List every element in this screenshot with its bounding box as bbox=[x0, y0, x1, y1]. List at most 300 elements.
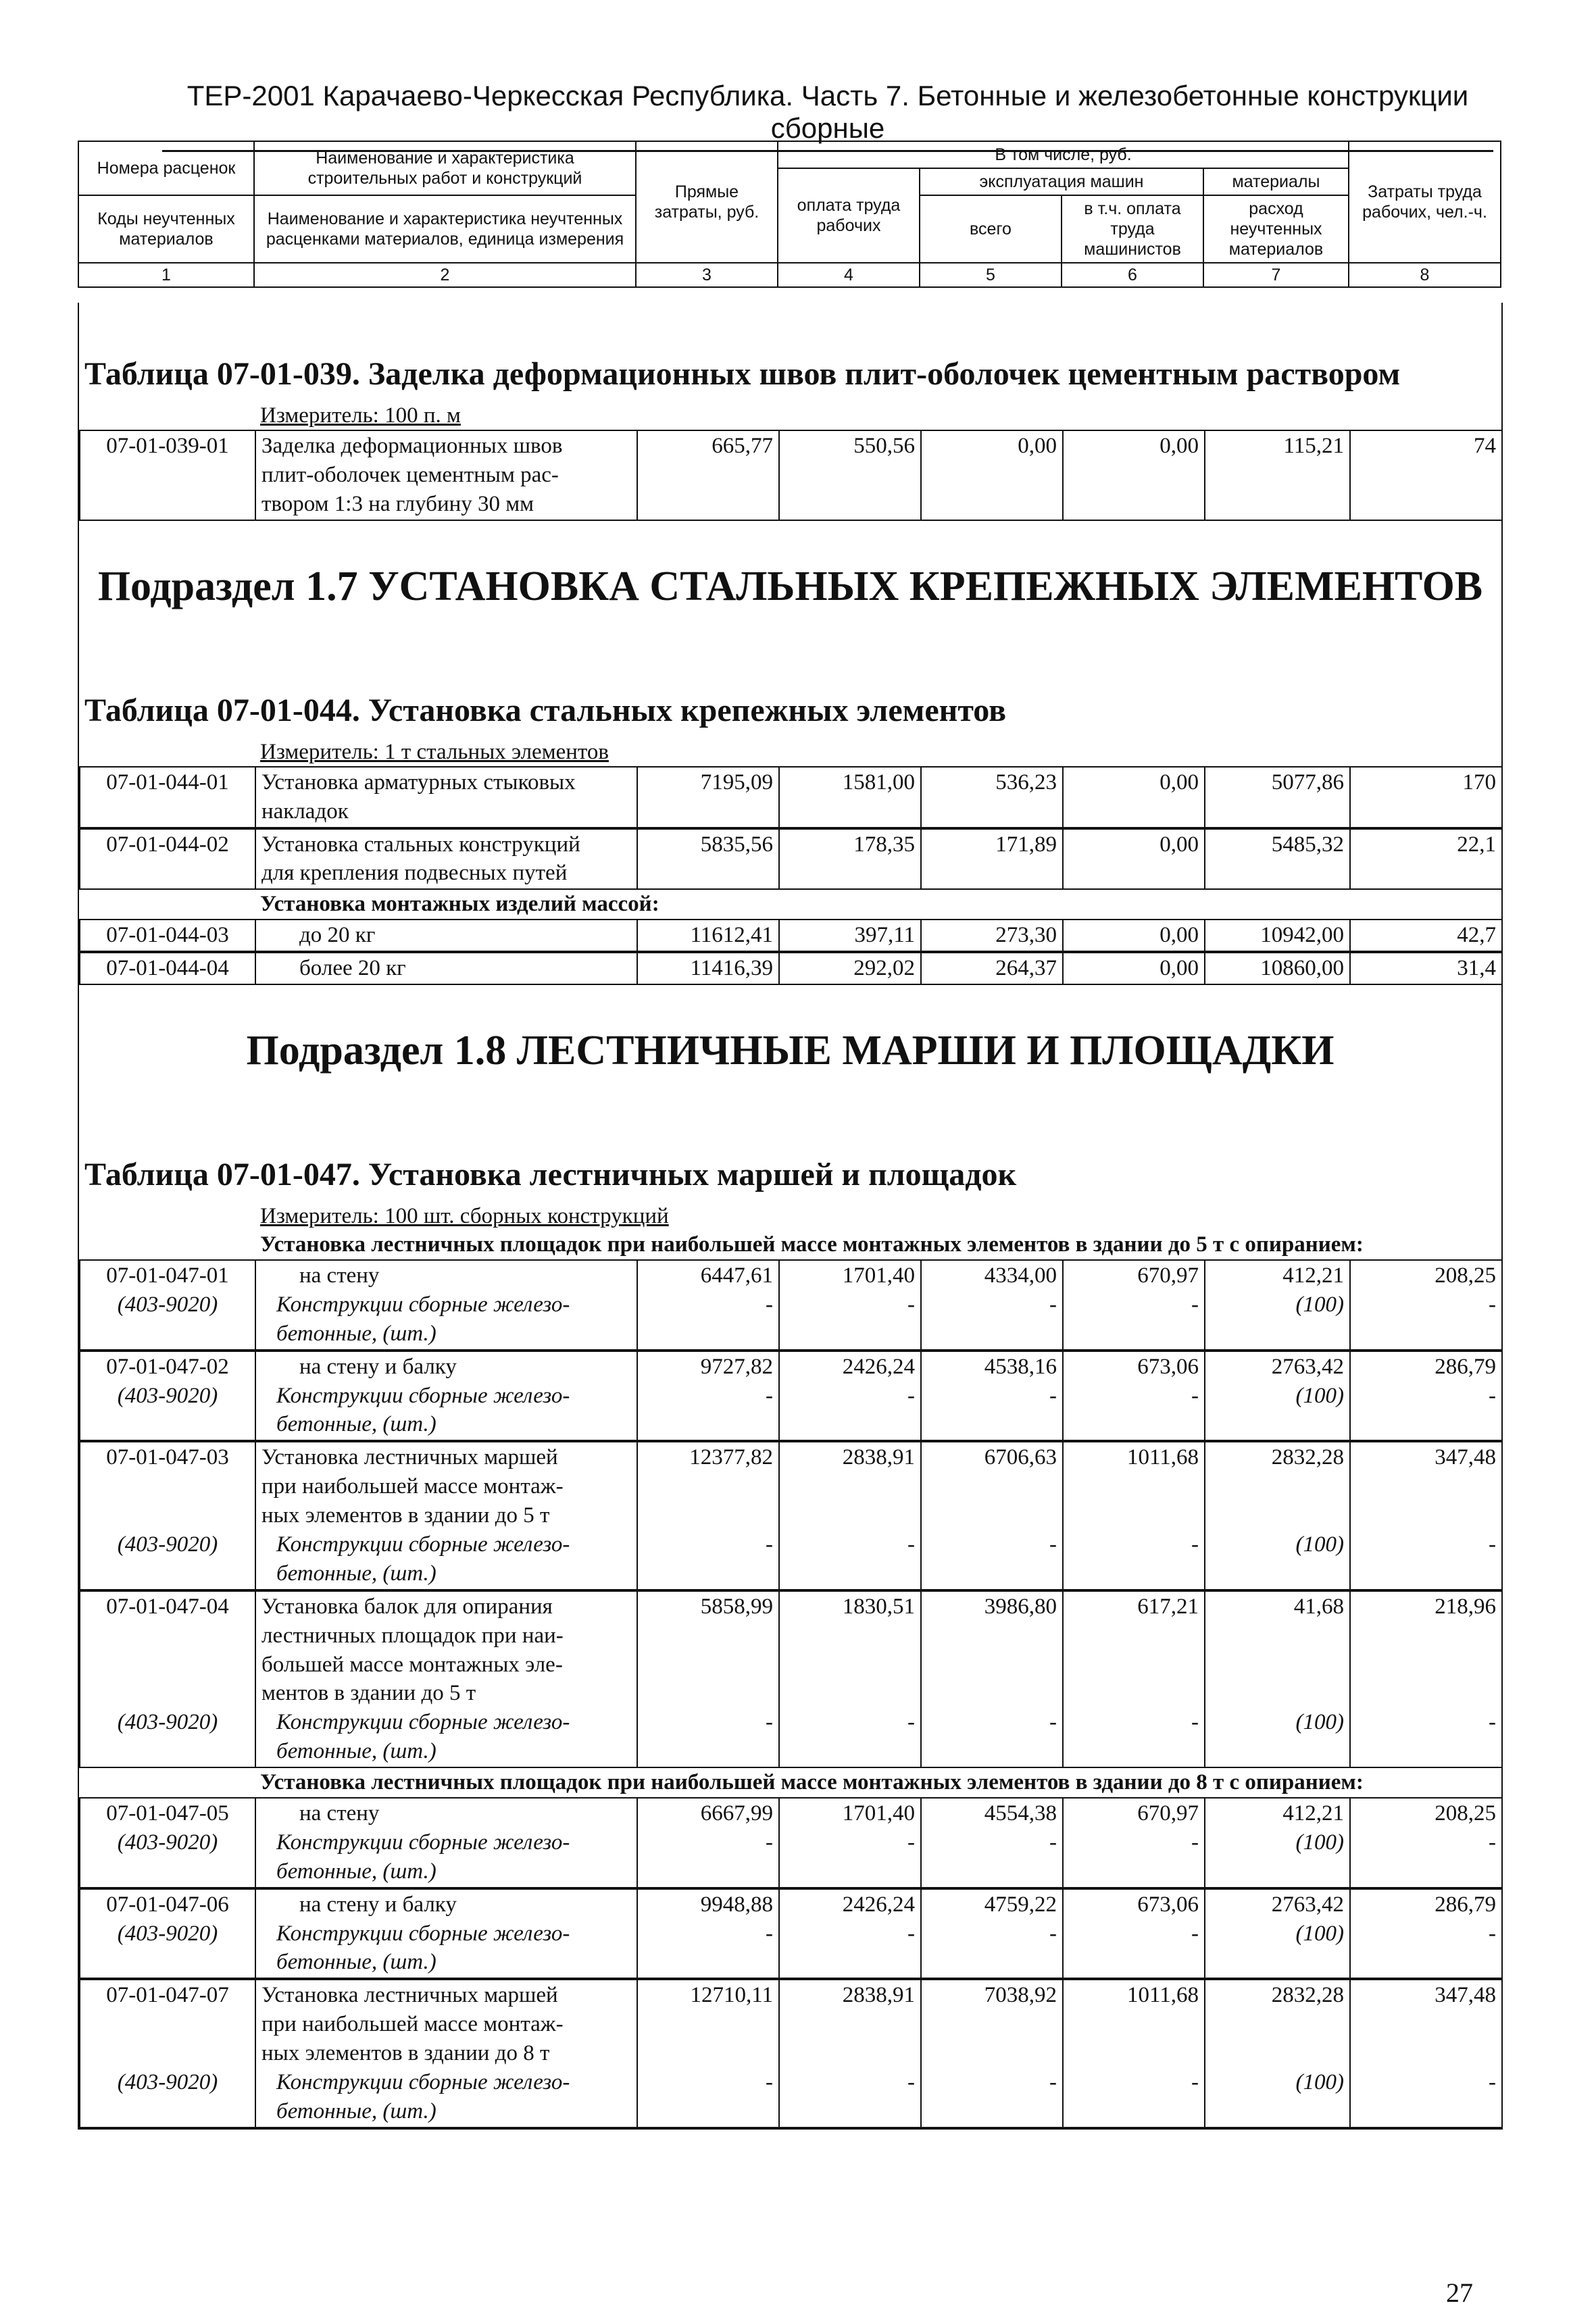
material-material-consumption-value: (100) bbox=[1295, 2069, 1344, 2094]
material-consumption-value: 2763,42 bbox=[1271, 1892, 1344, 1917]
material-code: (403-9020) bbox=[117, 1532, 218, 1557]
rate-code-cell bbox=[80, 1889, 255, 1979]
material-operator-wages-value: - bbox=[1191, 1292, 1199, 1317]
rate-name-cell bbox=[255, 953, 637, 984]
rate-name-cell bbox=[255, 920, 637, 951]
rate-code-cell bbox=[80, 1442, 255, 1589]
rate-code-cell bbox=[80, 1980, 255, 2127]
direct-costs-cell bbox=[637, 430, 779, 520]
table-row bbox=[80, 1260, 1502, 1350]
header-including: В том числе, руб. bbox=[778, 141, 1349, 168]
material-name bbox=[261, 1828, 631, 1886]
rate-name-line: до 20 кг bbox=[299, 923, 376, 948]
material-machines-total-value: - bbox=[1049, 1383, 1057, 1408]
material-consumption-value: 10860,00 bbox=[1260, 956, 1344, 981]
material-direct-costs-value: - bbox=[766, 2069, 773, 2094]
rate-code-cell bbox=[80, 953, 255, 984]
material-consumption-cell bbox=[1205, 1260, 1350, 1350]
rate-name bbox=[261, 1353, 631, 1382]
operator-wages-value: 673,06 bbox=[1137, 1354, 1199, 1379]
column-header-table bbox=[78, 141, 1501, 288]
labor-costs-cell bbox=[1350, 1591, 1502, 1767]
material-direct-costs-value: - bbox=[766, 1292, 773, 1317]
material-consumption-cell bbox=[1205, 767, 1350, 828]
material-consumption-cell bbox=[1205, 1980, 1350, 2127]
rate-name-line: накладок bbox=[261, 799, 349, 824]
rate-name-line: на стену и балку bbox=[299, 1892, 457, 1917]
rate-code-cell bbox=[80, 1351, 255, 1441]
material-name-line: Конструкции сборные железо- bbox=[276, 2069, 570, 2094]
operator-wages-cell bbox=[1063, 829, 1205, 890]
operator-wages-cell bbox=[1063, 920, 1205, 951]
direct-costs-value: 6667,99 bbox=[700, 1801, 773, 1826]
material-direct-costs-value: - bbox=[766, 1921, 773, 1946]
wages-value: 1701,40 bbox=[842, 1801, 915, 1826]
material-material-consumption-value: (100) bbox=[1295, 1921, 1344, 1946]
machines-total-value: 4554,38 bbox=[984, 1801, 1057, 1826]
column-number: 8 bbox=[1349, 263, 1501, 287]
material-operator-wages-value: - bbox=[1191, 2069, 1199, 2094]
rate-code: 07-01-039-01 bbox=[106, 434, 229, 459]
table-row bbox=[80, 1798, 1502, 1888]
material-name-line: Конструкции сборные железо- bbox=[276, 1921, 570, 1946]
material-wages-value: - bbox=[907, 1292, 915, 1317]
operator-wages-value: 673,06 bbox=[1137, 1892, 1199, 1917]
header-wages: оплата труда рабочих bbox=[778, 168, 920, 263]
material-labor-costs-value: - bbox=[1489, 1532, 1496, 1557]
direct-costs-cell bbox=[637, 953, 779, 984]
material-direct-costs-value: - bbox=[766, 1710, 773, 1735]
table-row bbox=[80, 1442, 1502, 1589]
rate-name-cell bbox=[255, 829, 637, 890]
rate-name bbox=[261, 1890, 631, 1919]
rate-name-line: более 20 кг bbox=[299, 956, 406, 981]
material-machines-total-value: - bbox=[1049, 2069, 1057, 2094]
material-material-consumption-value: (100) bbox=[1295, 1532, 1344, 1557]
material-consumption-value: 10942,00 bbox=[1260, 923, 1344, 948]
material-consumption-value: 115,21 bbox=[1283, 434, 1344, 459]
material-operator-wages-value: - bbox=[1191, 1710, 1199, 1735]
labor-costs-cell bbox=[1350, 430, 1502, 520]
wages-cell bbox=[779, 1980, 921, 2127]
direct-costs-value: 12377,82 bbox=[689, 1445, 773, 1470]
material-name-line: бетонные, (шт.) bbox=[276, 1859, 437, 1884]
rate-name-line: ных элементов в здании до 8 т bbox=[261, 2041, 550, 2066]
wages-value: 550,56 bbox=[853, 434, 915, 459]
rate-code: 07-01-044-01 bbox=[106, 770, 229, 795]
material-consumption-cell bbox=[1205, 920, 1350, 951]
column-number: 2 bbox=[254, 263, 636, 287]
rate-name-line: для крепления подвесных путей bbox=[261, 861, 568, 886]
operator-wages-value: 0,00 bbox=[1159, 923, 1199, 948]
rate-code: 07-01-044-02 bbox=[106, 832, 229, 857]
wages-value: 397,11 bbox=[854, 923, 915, 948]
material-consumption-value: 5077,86 bbox=[1271, 770, 1344, 795]
material-name bbox=[261, 1382, 631, 1440]
wages-cell bbox=[779, 1260, 921, 1350]
header-work-name: Наименование и характеристика строительных работ и конструкций bbox=[254, 141, 636, 195]
rate-row-table bbox=[79, 1590, 1503, 1768]
rate-row-table bbox=[79, 952, 1503, 985]
rate-code: 07-01-047-01 bbox=[106, 1263, 229, 1288]
operator-wages-value: 1011,68 bbox=[1126, 1983, 1199, 2008]
rate-name-line: Установка арматурных стыковых bbox=[261, 770, 576, 795]
material-direct-costs-value: - bbox=[766, 1532, 773, 1557]
wages-value: 2838,91 bbox=[842, 1445, 915, 1470]
material-code: (403-9020) bbox=[117, 1921, 218, 1946]
table-row bbox=[80, 1591, 1502, 1767]
material-wages-value: - bbox=[907, 1921, 915, 1946]
machines-total-value: 6706,63 bbox=[984, 1445, 1057, 1470]
material-name-line: бетонные, (шт.) bbox=[276, 1321, 437, 1346]
labor-costs-value: 22,1 bbox=[1457, 832, 1496, 857]
wages-value: 1701,40 bbox=[842, 1263, 915, 1288]
material-material-consumption-value: (100) bbox=[1295, 1710, 1344, 1735]
material-labor-costs-value: - bbox=[1489, 1921, 1496, 1946]
rate-code-cell bbox=[80, 920, 255, 951]
material-consumption-value: 2763,42 bbox=[1271, 1354, 1344, 1379]
column-number: 7 bbox=[1203, 263, 1349, 287]
rate-code: 07-01-044-03 bbox=[106, 923, 229, 948]
column-number: 3 bbox=[636, 263, 778, 287]
material-name-line: бетонные, (шт.) bbox=[276, 2098, 437, 2123]
material-labor-costs-value: - bbox=[1489, 1710, 1496, 1735]
direct-costs-cell bbox=[637, 1591, 779, 1767]
rate-name-line: на стену bbox=[299, 1263, 380, 1288]
direct-costs-cell bbox=[637, 1798, 779, 1888]
wages-cell bbox=[779, 1798, 921, 1888]
material-consumption-cell bbox=[1205, 1798, 1350, 1888]
rate-name-cell bbox=[255, 1980, 637, 2127]
rate-name bbox=[261, 1592, 631, 1709]
rate-row-table bbox=[79, 828, 1503, 890]
operator-wages-value: 0,00 bbox=[1159, 434, 1199, 459]
table-row bbox=[80, 829, 1502, 890]
rate-row-table bbox=[79, 1979, 1503, 2128]
operator-wages-value: 0,00 bbox=[1159, 832, 1199, 857]
table-row bbox=[80, 1980, 1502, 2127]
rate-code-cell bbox=[80, 829, 255, 890]
section-title: Подраздел 1.7 УСТАНОВКА СТАЛЬНЫХ КРЕПЕЖНЫХ ЭЛЕМЕНТОВ bbox=[97, 563, 1483, 609]
table-row bbox=[80, 953, 1502, 984]
wages-value: 178,35 bbox=[853, 832, 915, 857]
material-wages-value: - bbox=[907, 1710, 915, 1735]
rate-code: 07-01-044-04 bbox=[106, 956, 229, 981]
page-number: 27 bbox=[1446, 2278, 1473, 2308]
table-row bbox=[80, 430, 1502, 520]
machines-total-cell bbox=[921, 1889, 1063, 1979]
wages-cell bbox=[779, 1351, 921, 1441]
measure-unit-text: Измеритель: 1 т стальных элементов bbox=[260, 739, 609, 764]
header-material-codes: Коды неучтенных материалов bbox=[78, 195, 254, 263]
rate-name-line: при наибольшей массе монтаж- bbox=[261, 2012, 564, 2037]
labor-costs-cell bbox=[1350, 1351, 1502, 1441]
machines-total-value: 273,30 bbox=[995, 923, 1057, 948]
material-consumption-cell bbox=[1205, 1591, 1350, 1767]
measure-unit bbox=[79, 738, 1501, 766]
column-number: 4 bbox=[778, 263, 920, 287]
header-operator-wages: в т.ч. оплата труда машинистов bbox=[1062, 195, 1203, 263]
rate-row-table bbox=[79, 766, 1503, 828]
labor-costs-value: 170 bbox=[1462, 770, 1496, 795]
rate-name-cell bbox=[255, 1889, 637, 1979]
material-name-line: бетонные, (шт.) bbox=[276, 1950, 437, 1975]
group-heading: Установка лестничных площадок при наибольшей массе монтажных элементов в здании до 5 т с опиранием: bbox=[260, 1232, 1364, 1257]
rate-name-line: ментов в здании до 5 т bbox=[261, 1681, 476, 1706]
wages-cell bbox=[779, 1442, 921, 1589]
operator-wages-value: 670,97 bbox=[1137, 1263, 1199, 1288]
material-name bbox=[261, 1530, 631, 1588]
rate-code: 07-01-047-06 bbox=[106, 1892, 229, 1917]
running-head: ТЕР-2001 Карачаево-Черкесская Республика. Часть 7. Бетонные и железобетонные конструкции сборные bbox=[162, 80, 1493, 152]
rate-code: 07-01-047-02 bbox=[106, 1354, 229, 1379]
rate-code: 07-01-047-05 bbox=[106, 1801, 229, 1826]
material-wages-value: - bbox=[907, 1830, 915, 1855]
machines-total-value: 3986,80 bbox=[984, 1594, 1057, 1619]
rate-name-cell bbox=[255, 1260, 637, 1350]
direct-costs-value: 9727,82 bbox=[700, 1354, 773, 1379]
labor-costs-value: 208,25 bbox=[1435, 1263, 1496, 1288]
machines-total-cell bbox=[921, 1798, 1063, 1888]
operator-wages-value: 1011,68 bbox=[1126, 1445, 1199, 1470]
machines-total-value: 4759,22 bbox=[984, 1892, 1057, 1917]
machines-total-cell bbox=[921, 1351, 1063, 1441]
labor-costs-value: 347,48 bbox=[1435, 1983, 1496, 2008]
measure-unit bbox=[79, 402, 1501, 430]
material-direct-costs-value: - bbox=[766, 1830, 773, 1855]
machines-total-value: 171,89 bbox=[995, 832, 1057, 857]
material-name bbox=[261, 2068, 631, 2126]
machines-total-cell bbox=[921, 430, 1063, 520]
machines-total-value: 4334,00 bbox=[984, 1263, 1057, 1288]
operator-wages-cell bbox=[1063, 767, 1205, 828]
labor-costs-value: 74 bbox=[1474, 434, 1496, 459]
machines-total-cell bbox=[921, 920, 1063, 951]
material-name-line: Конструкции сборные железо- bbox=[276, 1830, 570, 1855]
header-machines-total: всего bbox=[920, 195, 1062, 263]
direct-costs-value: 11612,41 bbox=[690, 923, 773, 948]
material-consumption-cell bbox=[1205, 829, 1350, 890]
wages-cell bbox=[779, 430, 921, 520]
rate-name-line: на стену и балку bbox=[299, 1354, 457, 1379]
wages-cell bbox=[779, 829, 921, 890]
header-machines: эксплуатация машин bbox=[920, 168, 1203, 195]
wages-value: 1581,00 bbox=[842, 770, 915, 795]
rate-name bbox=[261, 921, 631, 950]
table-row bbox=[80, 1351, 1502, 1441]
labor-costs-cell bbox=[1350, 1798, 1502, 1888]
wages-value: 1830,51 bbox=[842, 1594, 915, 1619]
material-name-line: Конструкции сборные железо- bbox=[276, 1383, 570, 1408]
labor-costs-cell bbox=[1350, 767, 1502, 828]
operator-wages-cell bbox=[1063, 1591, 1205, 1767]
column-number: 6 bbox=[1062, 263, 1203, 287]
direct-costs-cell bbox=[637, 1889, 779, 1979]
rate-row-table bbox=[79, 1441, 1503, 1590]
material-consumption-value: 2832,28 bbox=[1271, 1445, 1344, 1470]
labor-costs-value: 218,96 bbox=[1435, 1594, 1496, 1619]
machines-total-cell bbox=[921, 1442, 1063, 1589]
header-material-name: Наименование и характеристика неучтенных расценками материалов, единица измерения bbox=[254, 195, 636, 263]
column-number: 1 bbox=[78, 263, 254, 287]
rate-code-cell bbox=[80, 767, 255, 828]
rate-name-cell bbox=[255, 1798, 637, 1888]
wages-value: 2426,24 bbox=[842, 1354, 915, 1379]
operator-wages-cell bbox=[1063, 1442, 1205, 1589]
table-row bbox=[80, 1889, 1502, 1979]
rate-name-line: Установка стальных конструкций bbox=[261, 832, 580, 857]
rate-code: 07-01-047-07 bbox=[106, 1983, 229, 2008]
machines-total-value: 7038,92 bbox=[984, 1983, 1057, 2008]
rate-name-cell bbox=[255, 1591, 637, 1767]
material-machines-total-value: - bbox=[1049, 1292, 1057, 1317]
material-machines-total-value: - bbox=[1049, 1830, 1057, 1855]
labor-costs-value: 286,79 bbox=[1435, 1354, 1496, 1379]
table-row bbox=[80, 767, 1502, 828]
header-labor-costs: Затраты труда рабочих, чел.-ч. bbox=[1349, 141, 1501, 263]
machines-total-value: 4538,16 bbox=[984, 1354, 1057, 1379]
operator-wages-cell bbox=[1063, 430, 1205, 520]
direct-costs-cell bbox=[637, 1980, 779, 2127]
column-numbers-row bbox=[78, 263, 1501, 287]
labor-costs-cell bbox=[1350, 1442, 1502, 1589]
direct-costs-cell bbox=[637, 1442, 779, 1589]
direct-costs-value: 12710,11 bbox=[690, 1983, 773, 2008]
material-consumption-cell bbox=[1205, 1442, 1350, 1589]
operator-wages-cell bbox=[1063, 1260, 1205, 1350]
direct-costs-value: 6447,61 bbox=[700, 1263, 773, 1288]
operator-wages-value: 0,00 bbox=[1159, 770, 1199, 795]
material-name-line: Конструкции сборные железо- bbox=[276, 1292, 570, 1317]
material-code: (403-9020) bbox=[117, 1292, 218, 1317]
material-consumption-cell bbox=[1205, 1889, 1350, 1979]
material-code: (403-9020) bbox=[117, 1383, 218, 1408]
rate-name bbox=[261, 1443, 631, 1530]
wages-value: 2838,91 bbox=[842, 1983, 915, 2008]
rate-name-line: ных элементов в здании до 5 т bbox=[261, 1503, 550, 1528]
material-labor-costs-value: - bbox=[1489, 1292, 1496, 1317]
labor-costs-value: 286,79 bbox=[1435, 1892, 1496, 1917]
rate-name-line: твором 1:3 на глубину 30 мм bbox=[261, 491, 534, 516]
labor-costs-cell bbox=[1350, 920, 1502, 951]
group-heading: Установка монтажных изделий массой: bbox=[260, 892, 659, 917]
machines-total-cell bbox=[921, 953, 1063, 984]
material-direct-costs-value: - bbox=[766, 1383, 773, 1408]
machines-total-value: 264,37 bbox=[995, 956, 1057, 981]
material-name bbox=[261, 1919, 631, 1978]
material-consumption-cell bbox=[1205, 1351, 1350, 1441]
material-operator-wages-value: - bbox=[1191, 1532, 1199, 1557]
rate-name-line: Установка лестничных маршей bbox=[261, 1445, 558, 1470]
material-machines-total-value: - bbox=[1049, 1532, 1057, 1557]
rates-body bbox=[78, 303, 1503, 2130]
rate-code-cell bbox=[80, 1798, 255, 1888]
wages-value: 2426,24 bbox=[842, 1892, 915, 1917]
direct-costs-cell bbox=[637, 767, 779, 828]
material-labor-costs-value: - bbox=[1489, 2069, 1496, 2094]
rate-name-cell bbox=[255, 1442, 637, 1589]
rate-row-table bbox=[79, 1351, 1503, 1442]
machines-total-cell bbox=[921, 1260, 1063, 1350]
material-wages-value: - bbox=[907, 2069, 915, 2094]
material-labor-costs-value: - bbox=[1489, 1383, 1496, 1408]
machines-total-value: 0,00 bbox=[1018, 434, 1057, 459]
machines-total-cell bbox=[921, 1980, 1063, 2127]
rate-name bbox=[261, 830, 631, 888]
rate-row-table bbox=[79, 1259, 1503, 1351]
rate-name bbox=[261, 1261, 631, 1290]
material-operator-wages-value: - bbox=[1191, 1830, 1199, 1855]
operator-wages-cell bbox=[1063, 1351, 1205, 1441]
rate-name-cell bbox=[255, 767, 637, 828]
header-direct-costs: Прямые затраты, руб. bbox=[636, 141, 778, 263]
operator-wages-cell bbox=[1063, 1980, 1205, 2127]
material-consumption-value: 412,21 bbox=[1282, 1263, 1344, 1288]
direct-costs-value: 665,77 bbox=[712, 434, 773, 459]
rate-name bbox=[261, 1981, 631, 2068]
measure-unit-text: Измеритель: 100 шт. сборных конструкций bbox=[260, 1203, 669, 1228]
rate-name-line: Заделка деформационных швов bbox=[261, 434, 563, 459]
header-materials: материалы bbox=[1203, 168, 1349, 195]
rate-code-cell bbox=[80, 430, 255, 520]
operator-wages-value: 670,97 bbox=[1137, 1801, 1199, 1826]
rate-name-line: Установка балок для опирания bbox=[261, 1594, 553, 1619]
material-wages-value: - bbox=[907, 1532, 915, 1557]
measure-unit bbox=[79, 1203, 1501, 1230]
rate-name-line: плит-оболочек цементным рас- bbox=[261, 462, 559, 487]
labor-costs-value: 347,48 bbox=[1435, 1445, 1496, 1470]
material-code: (403-9020) bbox=[117, 1710, 218, 1735]
rate-name-line: Установка лестничных маршей bbox=[261, 1983, 558, 2008]
wages-cell bbox=[779, 953, 921, 984]
material-wages-value: - bbox=[907, 1383, 915, 1408]
direct-costs-cell bbox=[637, 829, 779, 890]
material-machines-total-value: - bbox=[1049, 1710, 1057, 1735]
direct-costs-cell bbox=[637, 920, 779, 951]
header-material-consumption: расход неучтенных материалов bbox=[1203, 195, 1349, 263]
rate-name bbox=[261, 432, 631, 519]
labor-costs-cell bbox=[1350, 1980, 1502, 2127]
material-name-line: бетонные, (шт.) bbox=[276, 1412, 437, 1437]
material-material-consumption-value: (100) bbox=[1295, 1830, 1344, 1855]
material-consumption-value: 2832,28 bbox=[1271, 1983, 1344, 2008]
machines-total-cell bbox=[921, 1591, 1063, 1767]
material-labor-costs-value: - bbox=[1489, 1830, 1496, 1855]
material-machines-total-value: - bbox=[1049, 1921, 1057, 1946]
rate-code: 07-01-047-03 bbox=[106, 1445, 229, 1470]
wages-cell bbox=[779, 1591, 921, 1767]
rate-name bbox=[261, 954, 631, 983]
rate-name-line: при наибольшей массе монтаж- bbox=[261, 1474, 564, 1499]
material-code: (403-9020) bbox=[117, 1830, 218, 1855]
material-name-line: Конструкции сборные железо- bbox=[276, 1710, 570, 1735]
labor-costs-cell bbox=[1350, 829, 1502, 890]
direct-costs-value: 5835,56 bbox=[700, 832, 773, 857]
measure-unit-text: Измеритель: 100 п. м bbox=[260, 403, 461, 428]
material-operator-wages-value: - bbox=[1191, 1921, 1199, 1946]
labor-costs-value: 208,25 bbox=[1435, 1801, 1496, 1826]
table-row bbox=[80, 920, 1502, 951]
machines-total-cell bbox=[921, 829, 1063, 890]
direct-costs-cell bbox=[637, 1260, 779, 1350]
direct-costs-value: 7195,09 bbox=[700, 770, 773, 795]
rate-name-line: большей массе монтажных эле- bbox=[261, 1652, 563, 1677]
rate-row-table bbox=[79, 919, 1503, 952]
rate-row-table bbox=[79, 430, 1503, 521]
rate-name bbox=[261, 768, 631, 826]
rate-code: 07-01-047-04 bbox=[106, 1594, 229, 1619]
section-title: Подраздел 1.8 ЛЕСТНИЧНЫЕ МАРШИ И ПЛОЩАДКИ bbox=[246, 1028, 1335, 1074]
